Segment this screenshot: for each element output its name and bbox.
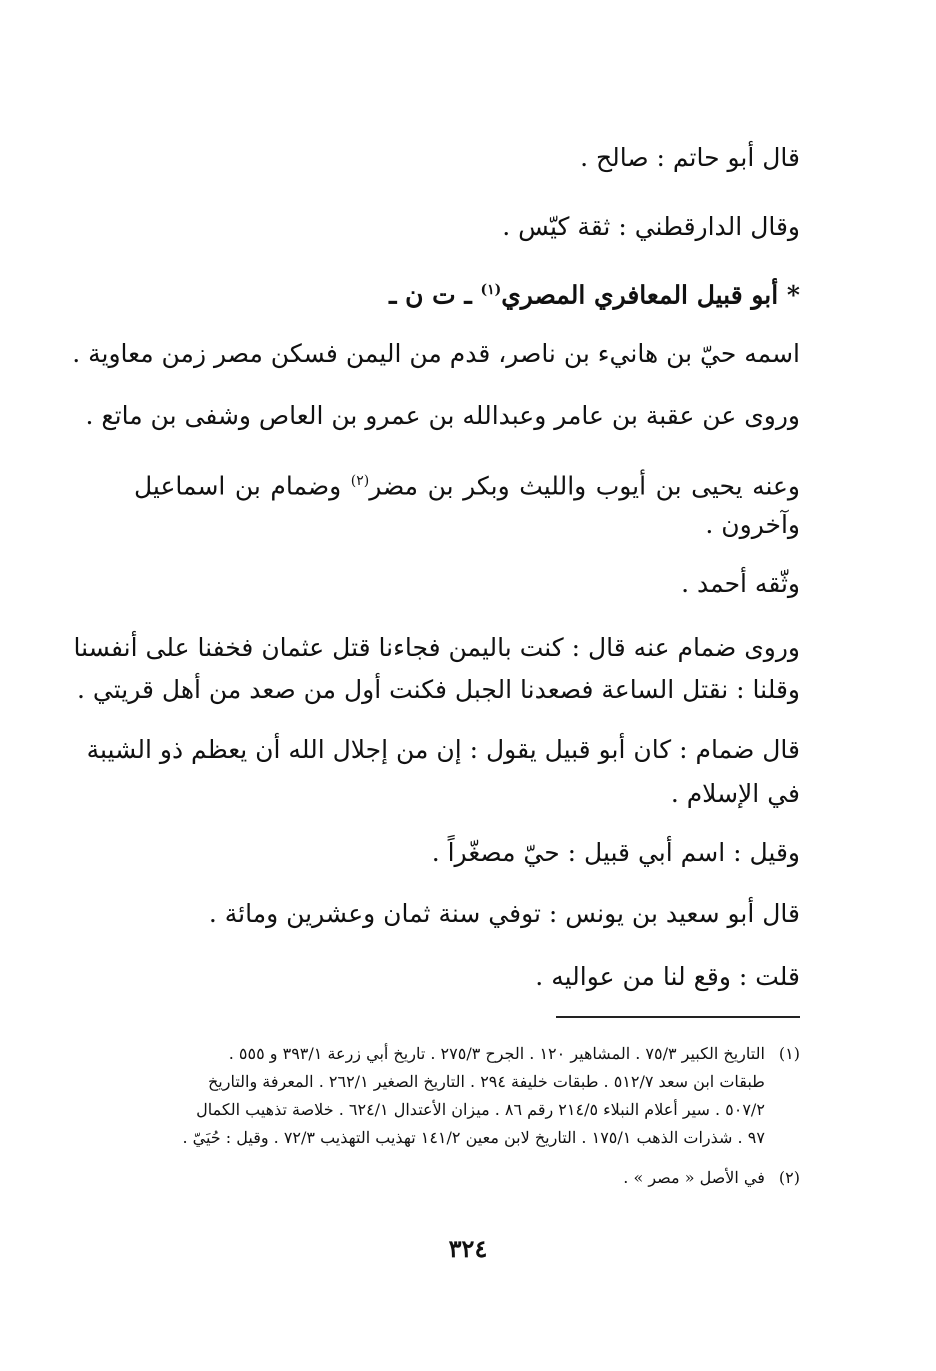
text-line: [76, 662, 800, 718]
footnote-text: التاريخ الكبير ٧٥/٣ . المشاهير ١٢٠ . الجرح ٢٧٥/٣ . تاريخ أبي زرعة ٣٩٣/١ و ٥٥٥ .: [228, 1044, 765, 1063]
entry-heading: [134, 262, 800, 323]
text-line: [134, 497, 800, 553]
text-line-content: وروى عن عقبة بن عامر وعبدالله بن عمرو بن العاص وشفى بن ماتع .: [85, 401, 800, 430]
heading-tail: ـ ت ن ـ: [389, 280, 472, 310]
footnote-number: (١): [778, 1044, 800, 1063]
footnote-text: طبقات ابن سعد ٥١٢/٧ . طبقات خليفة ٢٩٤ . التاريخ الصغير ٢٦٢/١ . المعرفة والتاريخ: [207, 1072, 765, 1091]
text-line-content: في الإسلام .: [670, 779, 800, 808]
text-line-content: وقال الدارقطني : ثقة كيّس .: [502, 212, 800, 241]
footnote-text: ٩٧ . شذرات الذهب ١٧٥/١ . التاريخ لابن معين ١٤١/٢ تهذيب التهذيب ٧٢/٣ . وقيل : حُيَيّ .: [182, 1128, 765, 1147]
text-line: [134, 199, 800, 255]
footnote-number: (٢): [778, 1168, 800, 1187]
text-line-content: وآخرون .: [705, 510, 800, 539]
footnote-ref-1: (١): [480, 282, 502, 298]
text-line: [72, 326, 800, 382]
text-line: [134, 130, 800, 186]
text-line-content: وروى ضمام عنه قال : كنت باليمن فجاءنا قتل عثمان فخفنا على أنفسنا: [73, 633, 800, 662]
heading-star: *: [786, 280, 800, 310]
text-line-content: وضمام بن اسماعيل: [134, 471, 342, 501]
footnote-text: ٥٠٧/٢ . سير أعلام النبلاء ٢١٤/٥ رقم ٨٦ . ميزان الأعتدال ٦٢٤/١ . خلاصة تذهيب الكمال: [196, 1100, 765, 1119]
page-number: ٣٢٤: [448, 1234, 488, 1263]
footnote-line: [134, 1124, 800, 1152]
text-line: [134, 886, 800, 942]
text-line: [134, 766, 800, 822]
text-line: [85, 388, 800, 444]
footnote-text: في الأصل « مصر » .: [623, 1168, 765, 1187]
footnote-ref-2: (٢): [350, 473, 370, 489]
text-line-content: اسمه حيّ بن هانيء بن ناصر، قدم من اليمن فسكن مصر زمن معاوية .: [72, 339, 800, 368]
footnote-line: [134, 1068, 800, 1096]
text-line-content: وقلنا : نقتل الساعة فصعدنا الجبل فكنت أول من صعد من أهل قريتي .: [76, 675, 800, 704]
text-line: [134, 825, 800, 881]
footnote-separator: [556, 1016, 800, 1018]
footnote-line: [134, 1096, 800, 1124]
text-line-content: قال أبو حاتم : صالح .: [580, 143, 800, 172]
footnote-line: [134, 1040, 800, 1068]
text-line-content: وثّقه أحمد .: [681, 569, 800, 598]
footnote-line: [134, 1164, 800, 1192]
heading-name: أبو قبيل المعافري المصري: [501, 280, 779, 310]
text-line: [134, 949, 800, 1005]
text-line-content: قال أبو سعيد بن يونس : توفي سنة ثمان وعشرين ومائة .: [208, 899, 800, 928]
text-line-content: وقيل : اسم أبي قبيل : حيّ مصغّراً .: [431, 838, 800, 867]
text-line: [134, 556, 800, 612]
text-line-content: قلت : وقع لنا من عواليه .: [535, 962, 800, 991]
text-line-content: قال ضمام : كان أبو قبيل يقول : إن من إجلال الله أن يعظم ذو الشيبة: [86, 735, 800, 764]
text-line-content: وعنه يحيى بن أيوب والليث وبكر بن مضر: [369, 471, 801, 501]
